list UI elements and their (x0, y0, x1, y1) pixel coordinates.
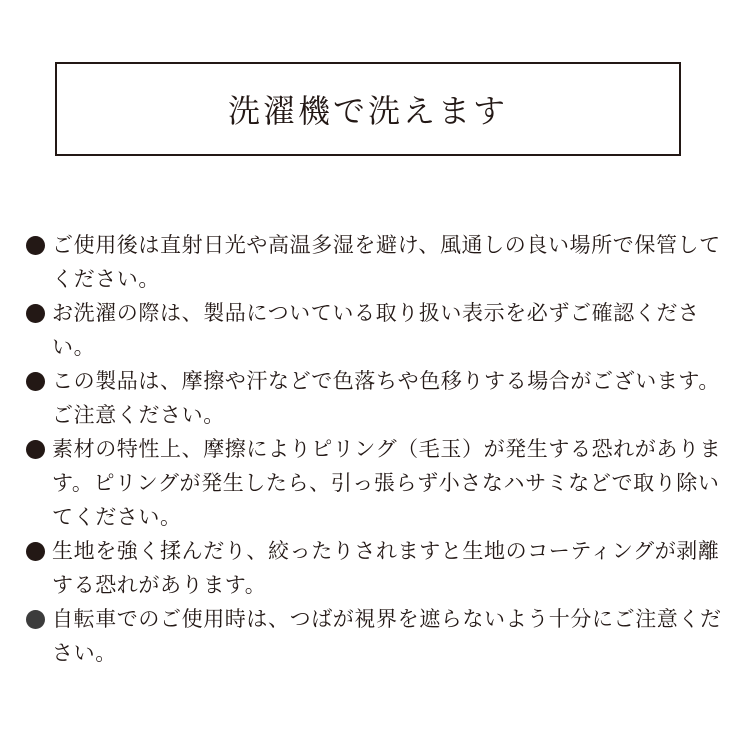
bullet-dot-icon (26, 236, 45, 255)
care-notes-list (26, 228, 726, 670)
bullet-dot-icon (26, 440, 45, 459)
bullet-dot-icon (26, 304, 45, 323)
bullet-dot-icon (26, 610, 45, 629)
care-note-item (26, 534, 726, 602)
bullet-dot-icon (26, 542, 45, 561)
care-note-text: ご使用後は直射日光や高温多湿を避け、風通しの良い場所で保管してください。 (52, 233, 721, 291)
care-note-text: 自転車でのご使用時は、つばが視界を遮らないよう十分にご注意ください。 (52, 607, 722, 665)
bullet-dot-icon (26, 372, 45, 391)
care-note-item (26, 602, 726, 670)
care-note-text: お洗濯の際は、製品についている取り扱い表示を必ずご確認ください。 (52, 301, 700, 359)
care-note-item (26, 432, 726, 534)
care-note-item (26, 296, 726, 364)
care-note-item (26, 228, 726, 296)
care-note-text: 生地を強く揉んだり、絞ったりされますと生地のコーティングが剥離する恐れがあります。 (52, 539, 720, 597)
title-box (55, 62, 681, 156)
care-note-text: 素材の特性上、摩擦によりピリング（毛玉）が発生する恐れがあります。ピリングが発生したら、引っ張らず小さなハサミなどで取り除いてください。 (52, 437, 722, 529)
care-note-text: この製品は、摩擦や汗などで色落ちや色移りする場合がございます。ご注意ください。 (52, 369, 720, 427)
page-title: 洗濯機で洗えます (227, 92, 508, 130)
care-note-item (26, 364, 726, 432)
